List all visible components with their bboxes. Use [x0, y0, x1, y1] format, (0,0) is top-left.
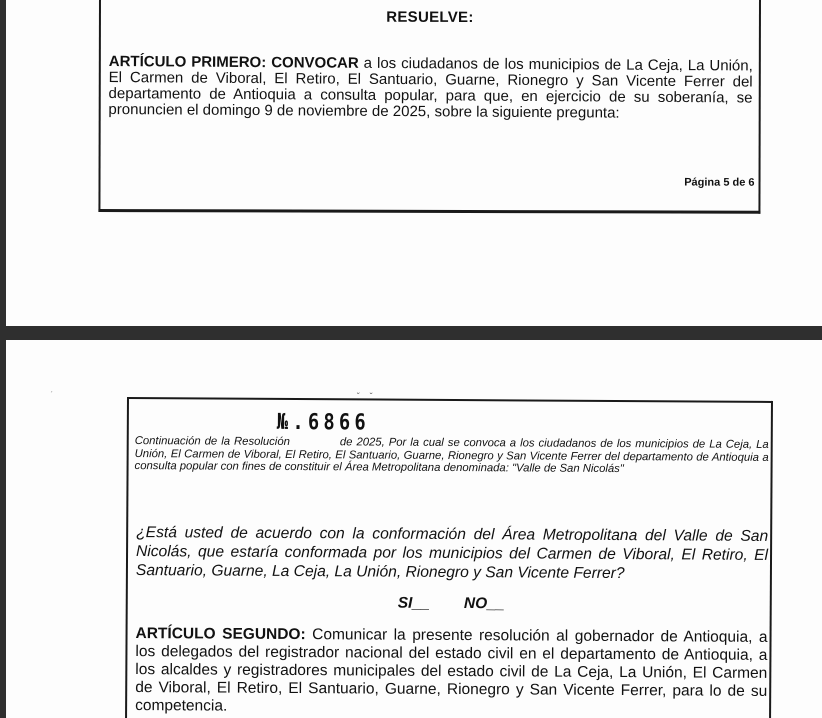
article-primero-label: ARTÍCULO PRIMERO: CONVOCAR: [108, 53, 359, 72]
article-primero-text: a los ciudadanos de los municipios de La Ceja, La Unión, El Carmen de Viboral, El Retiro, El Santuario, Guarne, Rionegro y San Vicente Ferrer del departamento de Antioquia a consulta popular, para que, en ejercicio de su soberanía, se pronuncien el domingo 9 de noviembre de 2025, sobre la siguiente pregunta:: [108, 54, 753, 122]
article-segundo-label: ARTÍCULO SEGUNDO:: [135, 625, 306, 644]
article-primero: [108, 54, 752, 122]
resolution-number-stamp: №.6866: [276, 409, 370, 436]
option-si: SI__: [397, 594, 430, 612]
resolution-frame-continued: [125, 391, 773, 718]
continuation-header-prefix: Continuación de la Resolución: [134, 435, 290, 448]
stamp-marks: ˘ ˘: [356, 391, 377, 401]
article-segundo: [135, 625, 768, 718]
page-number: Página 5 de 6: [684, 176, 755, 189]
document-page-5: [6, 0, 822, 326]
resuelve-heading: RESUELVE:: [386, 8, 474, 26]
continuation-header: [135, 435, 769, 477]
document-page-6: [6, 340, 822, 718]
option-no: NO__: [463, 595, 505, 613]
continuation-header-text: de 2025, Por la cual se convoca a los ciudadanos de los municipios de La Ceja, La Unión, El Carmen de Viboral, El Retiro, El Santuario, Guarne, Rionegro y San Vicente Ferrer del departamento de Antioquia a consulta popular con fines de constituir el Área Metropolitana denominada: "Valle de San Nicolás": [134, 436, 769, 476]
article-segundo-text: Comunicar la presente resolución al gobernador de Antioquia, a los delegados del registrador nacional del estado civil en el departamento de Antioquia, a los alcaldes y registradores municipales del estado civil de La Ceja, La Unión, El Carmen de Viboral, El Retiro, El Santuario, Guarne, Rionegro y San Vicente Ferrer, para lo de su competencia.: [135, 626, 768, 715]
consultation-question: ¿Está usted de acuerdo con la conformación del Área Metropolitana del Valle de San Nicolás, que estaría conformada por los municipios del Carmen de Viboral, El Retiro, El Santuario, Guarne, La Ceja, La Unión, Rionegro y San Vicente Ferrer?: [135, 524, 769, 583]
scan-speck: ˊ: [50, 390, 53, 400]
answer-options: [398, 595, 535, 614]
resolution-frame: [98, 0, 761, 214]
